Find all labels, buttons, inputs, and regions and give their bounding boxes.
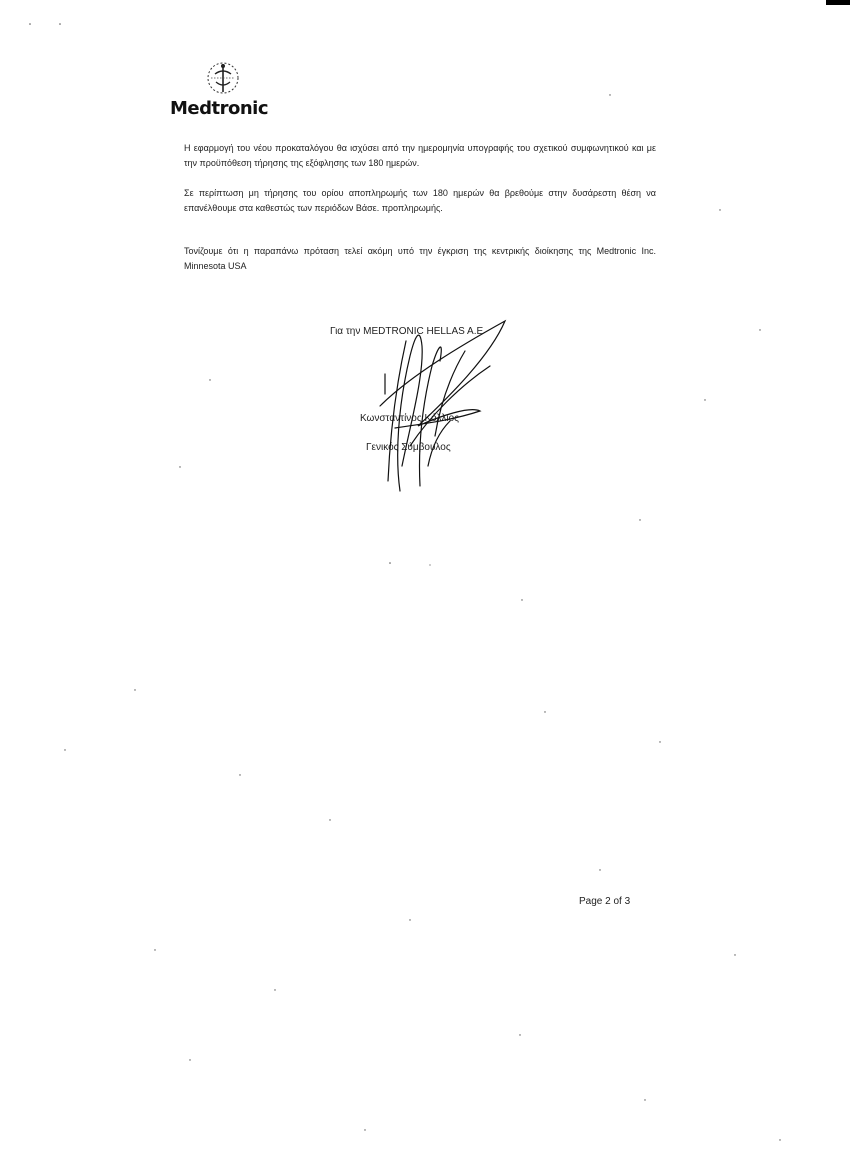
paragraph-application: Η εφαρμογή του νέου προκαταλόγου θα ισχύσει από την ημερομηνία υπογραφής του σχετικού συμφωνητικού και με την προϋπόθεση τήρησης της εξόφλησης των 180 ημερών. xyxy=(184,143,656,168)
signature-company-line: Για την MEDTRONIC HELLAS A.E xyxy=(330,326,484,337)
signatory-name: Κωνσταντίνος Κόλλιος xyxy=(360,413,459,424)
page-number: Page 2 of 3 xyxy=(579,896,631,907)
paragraph-payment-terms: Σε περίπτωση μη τήρησης του ορίου αποπληρωμής των 180 ημερών θα βρεθούμε στην δυσάρεστη θέση να επανέλθουμε στα καθεστώς των περιόδων Βάσε. προπληρωμής. xyxy=(184,188,656,213)
signatory-role: Γενικός Σύμβουλος xyxy=(366,442,451,453)
paragraph-approval-note: Τονίζουμε ότι η παραπάνω πρόταση τελεί ακόμη υπό την έγκριση της κεντρικής διοίκησης της Medtronic Inc. Minnesota USA xyxy=(184,246,656,271)
logo-wordmark: Medtronic xyxy=(170,98,269,119)
